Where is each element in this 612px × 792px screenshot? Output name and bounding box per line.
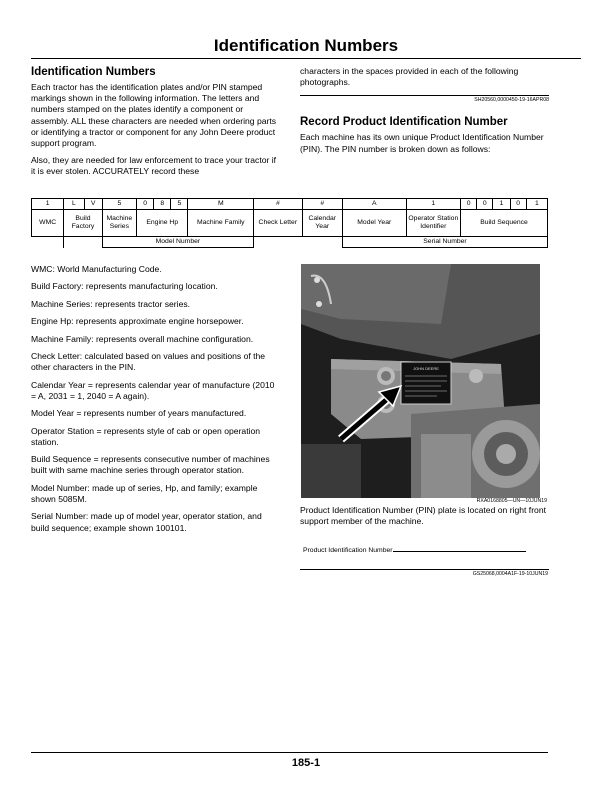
label-wmc: WMC — [32, 210, 64, 237]
group-model-number: Model Number — [102, 237, 253, 248]
pin-char: 5 — [102, 199, 136, 210]
pin-char: 8 — [154, 199, 171, 210]
reference-code: GS25068,0004A1F-19-10JUN19 — [472, 571, 548, 577]
definitions-list — [31, 264, 281, 540]
pin-char: 5 — [171, 199, 188, 210]
label-calendar-year: Calendar Year — [302, 210, 342, 237]
definition-item: Model Number: made up of series, Hp, and family; example shown 5085M. — [31, 482, 258, 504]
definition-item: Model Year = represents number of years manufactured. — [31, 408, 247, 419]
pin-char: 0 — [461, 199, 477, 210]
pin-char: 1 — [32, 199, 64, 210]
pin-record-line — [303, 545, 526, 554]
plate-brand-text: JOHN DEERE — [413, 366, 439, 371]
title-rule — [31, 58, 581, 59]
group-serial-number: Serial Number — [342, 237, 547, 248]
record-paragraph: Each machine has its own unique Product Identification Number (PIN). The PIN number is broken down as follows: — [300, 132, 544, 154]
definition-item: WMC: World Manufacturing Code. — [31, 264, 162, 274]
pin-group-row — [32, 237, 548, 248]
definition-item: Check Letter: calculated based on values and positions of the other characters in the PIN. — [31, 350, 266, 373]
page-number: 185-1 — [291, 757, 321, 769]
definition-item: Machine Family: represents overall machine configuration. — [31, 333, 254, 344]
label-build-sequence: Build Sequence — [461, 210, 548, 237]
pin-char: A — [342, 199, 406, 210]
footer-rule — [31, 752, 548, 753]
definition-item: Engine Hp: represents approximate engine horsepower. — [31, 316, 244, 327]
intro-heading: Identification Numbers — [31, 66, 156, 78]
section-rule — [300, 569, 549, 570]
pin-label-row — [32, 210, 548, 237]
label-machine-family: Machine Family — [188, 210, 254, 237]
definition-item: Machine Series: represents tractor series. — [31, 298, 191, 309]
intro-paragraph-1: Each tractor has the identification plates and/or PIN stamped markings shown in the following information. The letters and numbers stamped on the plates identify a component or assembly. ALL these characters are needed when ordering parts or identifying a tractor or component for any John Deere product support program. — [31, 82, 277, 149]
definition-item: Build Sequence = represents consecutive number of machines built with same machine series through operator station. — [31, 454, 270, 476]
pin-char: M — [188, 199, 254, 210]
label-check-letter: Check Letter — [254, 210, 302, 237]
pin-char: 0 — [137, 199, 154, 210]
pin-char: L — [64, 199, 84, 210]
pin-breakdown-table — [31, 198, 548, 248]
definition-item: Build Factory: represents manufacturing location. — [31, 281, 218, 292]
photo-caption: Product Identification Number (PIN) plate is located on right front support member of the machine. — [300, 505, 546, 527]
definition-item: Calendar Year = represents calendar year of manufacture (2010 = A, 2031 = 1, 2040 = A again). — [31, 379, 275, 401]
intro-paragraph-2-continued: characters in the spaces provided in each of the following photographs. — [300, 66, 519, 88]
reference-code: SH20560,0000450-19-16APR08 — [474, 97, 549, 104]
pin-char: # — [254, 199, 302, 210]
photo-reference: RXA0168805—UN—10JUN19 — [476, 498, 547, 504]
pin-char: 0 — [510, 199, 526, 210]
pin-char: 1 — [493, 199, 510, 210]
label-operator-station: Operator Station Identifier — [406, 210, 461, 237]
label-model-year: Model Year — [342, 210, 406, 237]
intro-continued-section — [300, 66, 549, 161]
pin-record-blank[interactable] — [393, 545, 526, 552]
definition-item: Operator Station = represents style of cab or open operation station. — [31, 425, 261, 447]
pin-char: 1 — [526, 199, 547, 210]
pin-record-label: Product Identification Number — [303, 547, 393, 554]
intro-section — [31, 66, 279, 184]
label-machine-series: Machine Series — [102, 210, 136, 237]
pin-char: 1 — [406, 199, 461, 210]
pin-char: V — [84, 199, 102, 210]
pin-plate-photo-illustration — [301, 264, 540, 498]
label-build-factory: Build Factory — [64, 210, 102, 237]
pin-plate-photo — [301, 264, 540, 498]
intro-paragraph-2: Also, they are needed for law enforcement to trace your tractor if it is ever stolen. ACCURATELY record these — [31, 155, 277, 177]
record-heading: Record Product Identification Number — [300, 116, 508, 129]
definition-item: Serial Number: made up of model year, operator station, and build sequence; example shown 100101. — [31, 511, 262, 533]
pin-char: 0 — [477, 199, 493, 210]
label-engine-hp: Engine Hp — [137, 210, 188, 237]
page-title: Identification Numbers — [213, 36, 399, 55]
pin-character-row — [32, 199, 548, 210]
section-rule — [300, 95, 549, 96]
pin-char: # — [302, 199, 342, 210]
